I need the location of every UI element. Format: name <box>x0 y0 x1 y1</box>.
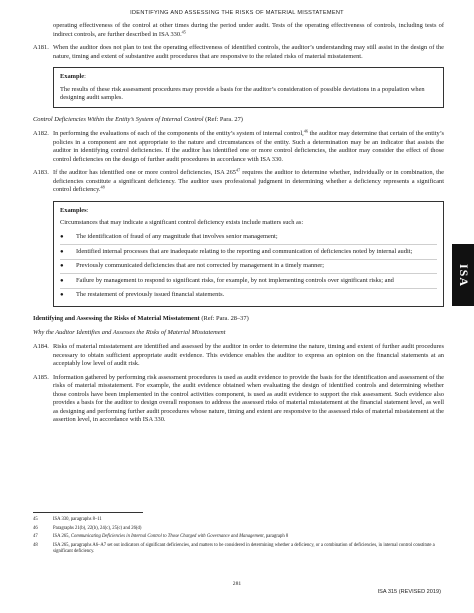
bullet-icon: ● <box>60 277 64 284</box>
paragraph-a181 <box>33 44 444 61</box>
page-content <box>33 22 444 430</box>
paragraph-text: In performing the evaluations of each of the components of the entity’s system of internal control,$^{46}$ the auditor may determine that certain of the entity’s policies in a component are not appropriate to the nature and circumstances of the entity. Such a determination may be an indicator that assists the auditor in identifying control deficiencies. If the auditor has identified one or more control deficiencies, the auditor may consider the effect of those control deficiencies on the design of further audit procedures in accordance with ISA 330. <box>53 128 444 163</box>
footnote-ref: 48 <box>100 184 105 190</box>
examples-bullet-list <box>60 231 437 303</box>
running-header: IDENTIFYING AND ASSESSING THE RISKS OF MATERIAL MISSTATEMENT <box>130 10 344 16</box>
paragraph-a184 <box>33 343 444 369</box>
bullet-icon: ● <box>60 248 64 255</box>
footnote: 48 ISA 265, paragraphs A6–A7 set out indicators of significant deficiencies, and matters to be considered in determining whether a deficiency, or a combination of deficiencies, in internal control constitute a significant deficiency. <box>33 542 435 554</box>
intro-paragraph <box>33 22 444 39</box>
bullet-icon: ● <box>60 263 64 269</box>
bullet-item: ● Failure by management to respond to significant risks, for example, by not implementing controls over significant risks; and <box>60 273 437 288</box>
intro-text: operating effectiveness of the control at other times during the period under audit. Tests of the operating effectiveness of controls, including tests of indirect controls, are further described in ISA 330. <box>53 22 444 38</box>
isa-side-tab-label: ISA <box>456 263 471 287</box>
paragraph-a182 <box>33 130 444 164</box>
footnote: 47 ISA 265, Communicating Deficiencies in Internal Control to Those Charged with Governance and Management, paragraph 8 <box>33 534 289 539</box>
paragraph-a185 <box>33 374 444 425</box>
paragraph-number: A184. <box>33 343 49 350</box>
examples-title: Examples: <box>60 206 89 214</box>
example-title: Example: <box>60 73 86 80</box>
paragraph-number: A181. <box>33 44 49 51</box>
subheading-ref: (Ref: Para. 27) <box>205 115 243 123</box>
paragraph-text: When the auditor does not plan to test the operating effectiveness of identified controls, the auditor’s understanding may still assist in the design of the nature, timing and extent of substantive audit procedures that are responsive to the related risks of material misstatement. <box>53 44 444 60</box>
bullet-item: ● The restatement of previously issued financial statements. <box>60 288 437 303</box>
bullet-item: ● Identified internal processes that are inadequate relating to the reporting and communication of deficiencies noted by internal audit; <box>60 244 437 259</box>
bullet-icon: ● <box>60 234 64 240</box>
subheading-why-identify: Why the Auditor Identifies and Assesses the Risks of Material Misstatement <box>33 328 226 336</box>
footnote-ref: 46 <box>303 128 308 134</box>
paragraph-number: A182. <box>33 130 49 137</box>
paragraph-a183 <box>33 169 444 195</box>
examples-intro: Circumstances that may indicate a significant control deficiency exists include matters such as: <box>60 219 304 226</box>
bullet-item: ● The identification of fraud of any magnitude that involves senior management; <box>60 233 278 240</box>
footnotes <box>33 517 444 558</box>
heading-ref: (Ref: Para. 28–37) <box>201 315 249 322</box>
footnote: 45 ISA 330, paragraphs 8–11 <box>33 517 102 522</box>
bullet-icon: ● <box>60 292 64 298</box>
standard-label: ISA 315 (REVISED 2019) <box>377 589 441 595</box>
bullet-item: ● Previously communicated deficiencies that are not corrected by management in a timely manner; <box>60 259 437 274</box>
examples-box <box>53 201 444 308</box>
footnote-ref: 45 <box>181 29 186 34</box>
paragraph-text: If the auditor has identified one or more control deficiencies, ISA $265^{47}$ requires the auditor to determine whether, individually or in combination, the deficiencies constitute a significant deficiency. The auditor uses professional judgment in determining whether a deficiency represents a significant control deficiency.$^{48}$ <box>53 167 444 193</box>
footnote: 46 Paragraphs 21(b), 22(b), 24(c), 25(c) and 26(d) <box>33 525 142 531</box>
section-heading: Identifying and Assessing the Risks of Material Misstatement (Ref: Para. 28–37) <box>33 315 249 322</box>
isa-side-tab <box>452 244 474 306</box>
subheading-control-deficiencies: Control Deficiencies Within the Entity’s System of Internal Control (Ref: Para. 27) <box>33 115 243 123</box>
paragraph-number: A185. <box>33 373 49 381</box>
footnote-ref: 47 <box>235 167 241 173</box>
paragraph-text: Risks of material misstatement are identified and assessed by the auditor in order to determine the nature, timing and extent of further audit procedures necessary to obtain sufficient appropriate audit evidence. This evidence enables the auditor to express an opinion on the financial statements at an acceptably low level of audit risk. <box>53 343 444 367</box>
example-box <box>53 67 444 108</box>
example-text: The results of these risk assessment procedures may provide a basis for the auditor’s consideration of possible deviations in a population when designing audit samples. <box>60 85 425 101</box>
footnote-divider <box>33 512 143 513</box>
paragraph-text: Information gathered by performing risk assessment procedures is used as audit evidence to provide the basis for the identification and assessment of the risks of material misstatement. For example, the audit evidence obtained when evaluating the design of identified controls and determining whether those controls have been implemented in the control activities component, is used as audit evidence to support the risk assessment. Such evidence also provides a basis for the auditor to design overall responses to address the assessed risks of material misstatement at the financial statement level, as well as designing and performing further audit procedures whose nature, timing and extent are responsive to the assessed risks of material misstatement at the assertion level, in accordance with ISA 330. <box>53 373 444 423</box>
page-number: 281 <box>232 581 242 587</box>
paragraph-number: A183. <box>33 169 49 176</box>
